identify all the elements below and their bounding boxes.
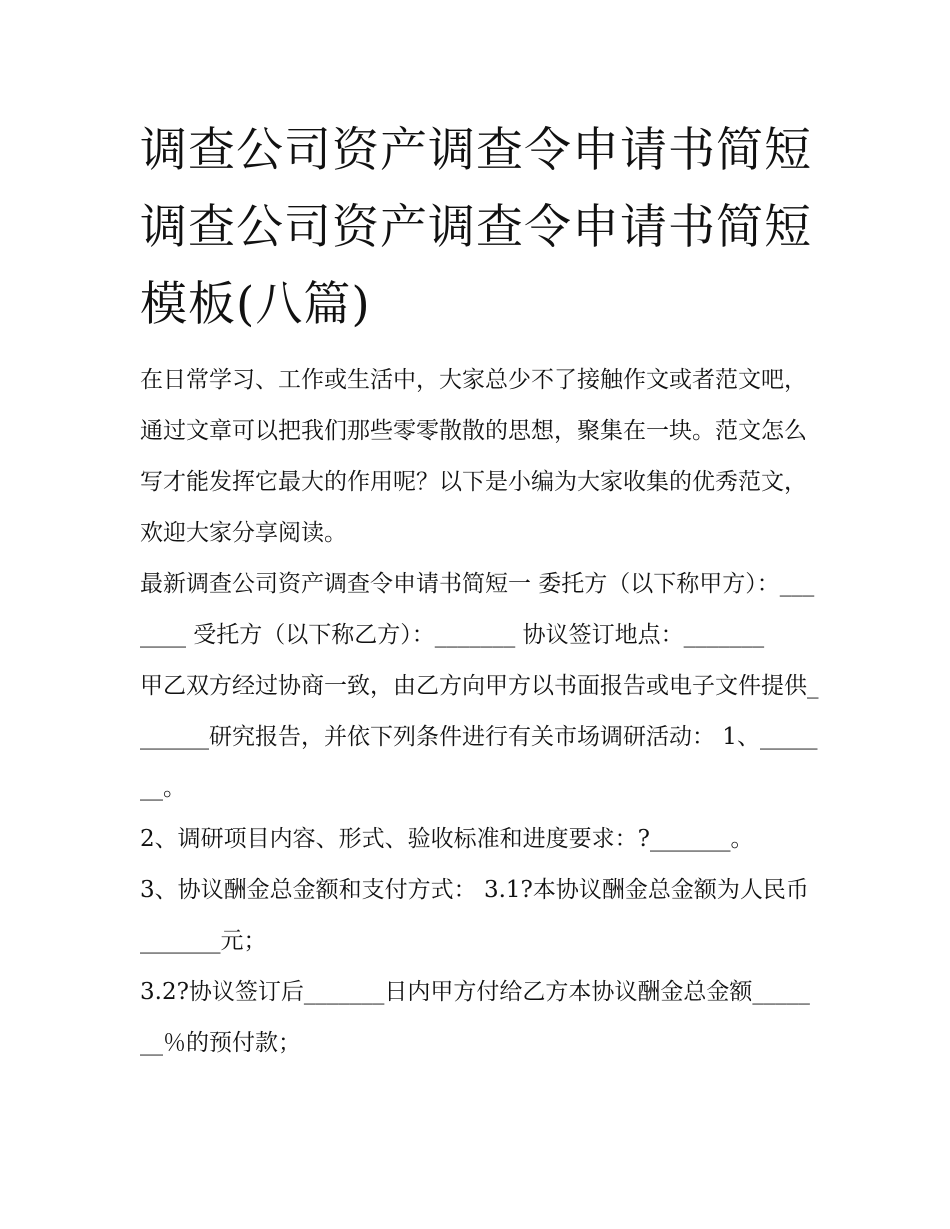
parties-paragraph: 最新调查公司资产调查令申请书简短一 委托方（以下称甲方）：_______ 受托方（以下称乙方）：_______ 协议签订地点：_______ <box>140 571 815 648</box>
clause-3-paragraph: 3、协议酬金总金额和支付方式： 3.1?本协议酬金总金额为人民币_______元； <box>140 877 809 954</box>
agreement-paragraph: 甲乙双方经过协商一致，由乙方向甲方以书面报告或电子文件提供_______研究报告，并依下列条件进行有关市场调研活动： 1、_______。 <box>140 673 819 801</box>
intro-paragraph: 在日常学习、工作或生活中，大家总少不了接触作文或者范文吧，通过文章可以把我们那些零零散散的思想，聚集在一块。范文怎么写才能发挥它最大的作用呢？以下是小编为大家收集的优秀范文，欢迎大家分享阅读。 <box>140 367 807 546</box>
clause-3-2-paragraph: 3.2?协议签订后_______日内甲方付给乙方本协议酬金总金额_______％的预付款； <box>140 979 810 1056</box>
document-body <box>140 355 820 1069</box>
clause-2-paragraph: 2、调研项目内容、形式、验收标准和进度要求：?_______。 <box>140 826 754 852</box>
document-title: 调查公司资产调查令申请书简短 调查公司资产调查令申请书简短模板(八篇) <box>140 123 812 332</box>
